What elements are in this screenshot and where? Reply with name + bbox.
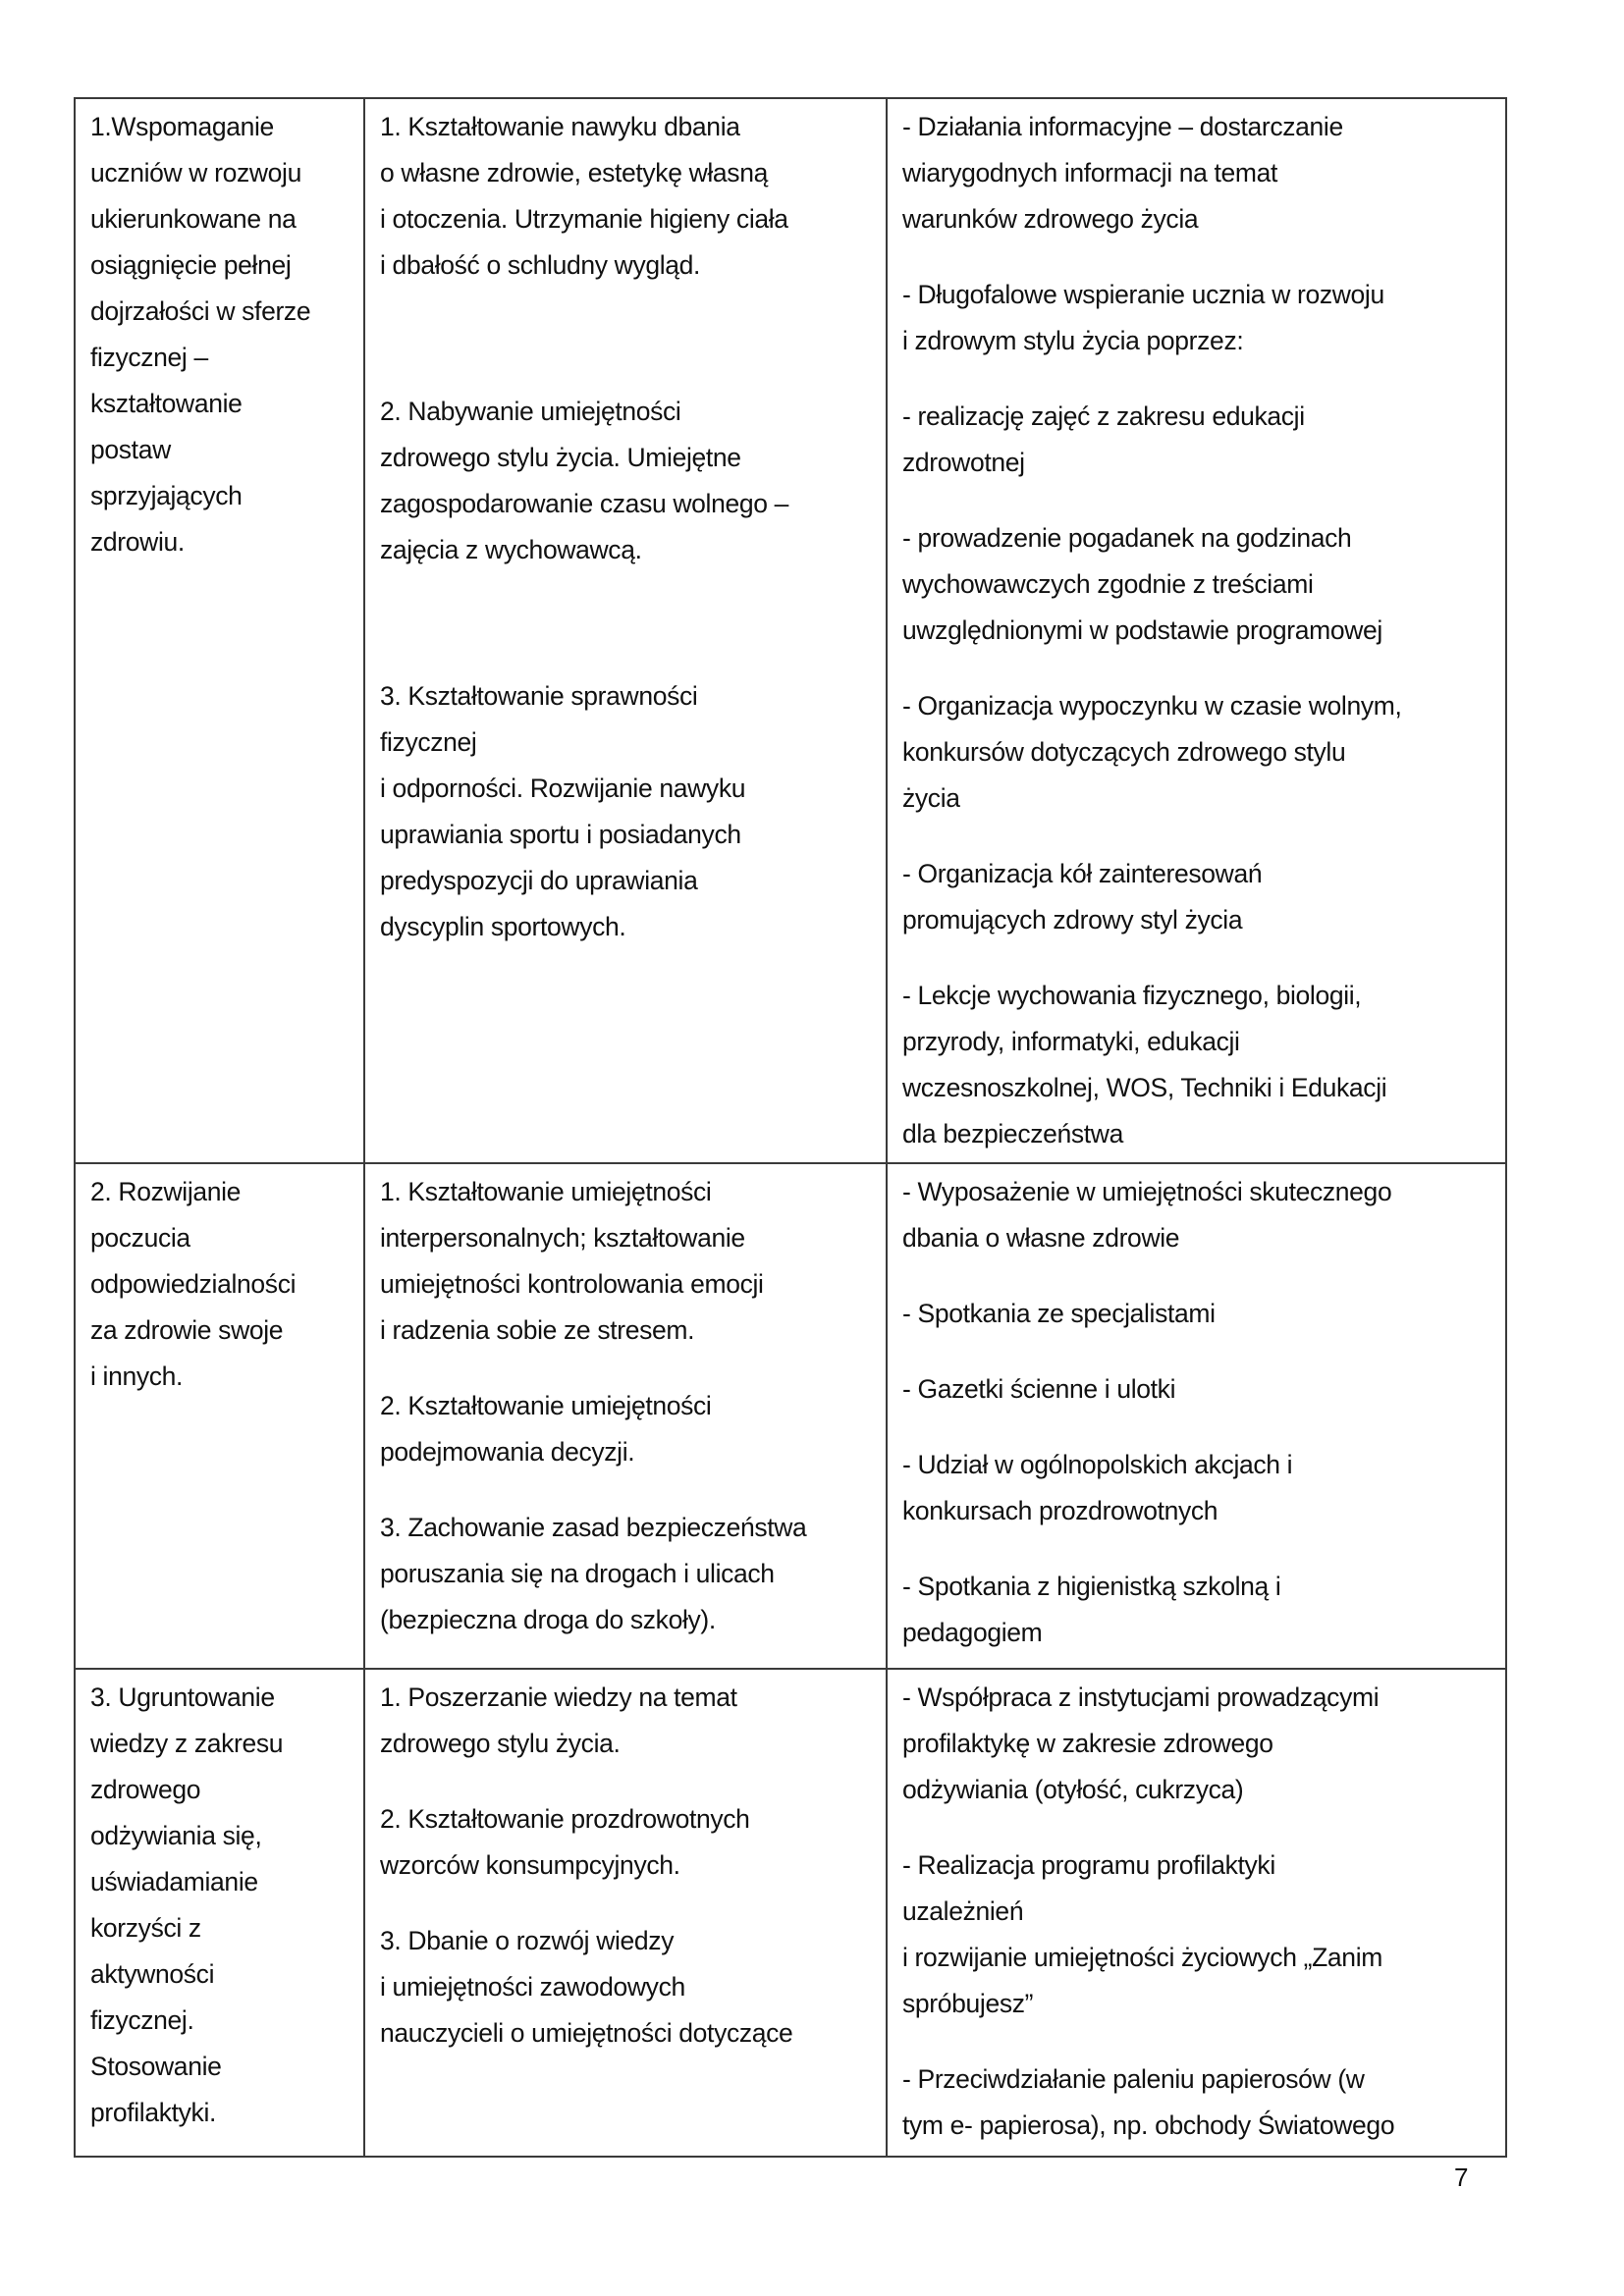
text-line: 2. Nabywanie umiejętności: [380, 397, 681, 426]
paragraph: [902, 683, 1495, 822]
paragraph: [380, 389, 876, 573]
table-row: [75, 1163, 1506, 1669]
text-line: - Realizacja programu profilaktyki: [902, 1850, 1275, 1880]
text-line: aktywności: [90, 1959, 215, 1989]
text-line: - Działania informacyjne – dostarczanie: [902, 112, 1343, 141]
text-line: wzorców konsumpcyjnych.: [380, 1850, 680, 1880]
goal-cell: [75, 1669, 364, 2157]
text-line: zdrowotnej: [902, 448, 1025, 477]
paragraph: [902, 1169, 1495, 1261]
text-line: 3. Zachowanie zasad bezpieczeństwa: [380, 1513, 807, 1542]
text-line: konkursach prozdrowotnych: [902, 1496, 1218, 1525]
text-line: 1. Poszerzanie wiedzy na temat: [380, 1682, 737, 1712]
tasks-cell: [364, 1163, 887, 1669]
education-plan-table: [74, 97, 1507, 2158]
text-line: umiejętności kontrolowania emocji: [380, 1269, 764, 1299]
text-line: pedagogiem: [902, 1618, 1043, 1647]
text-line: dbania o własne zdrowie: [902, 1223, 1180, 1253]
table-row: [75, 98, 1506, 1163]
text-line: zdrowego: [90, 1775, 201, 1804]
text-line: fizycznej –: [90, 343, 208, 372]
text-line: i innych.: [90, 1362, 184, 1391]
goal-cell: [75, 98, 364, 1163]
text-line: zdrowego stylu życia.: [380, 1729, 621, 1758]
text-line: i otoczenia. Utrzymanie higieny ciała: [380, 204, 788, 234]
text-line: (bezpieczna droga do szkoły).: [380, 1605, 716, 1634]
text-line: 3. Ugruntowanie: [90, 1682, 275, 1712]
text-line: 3. Kształtowanie sprawności: [380, 681, 698, 711]
text-line: poruszania się na drogach i ulicach: [380, 1559, 775, 1588]
paragraph: [902, 1291, 1495, 1337]
text-line: i radzenia sobie ze stresem.: [380, 1315, 695, 1345]
text-line: - Spotkania z higienistką szkolną i: [902, 1572, 1281, 1601]
text-line: i dbałość o schludny wygląd.: [380, 250, 701, 280]
text-line: profilaktykę w zakresie zdrowego: [902, 1729, 1273, 1758]
text-line: i rozwijanie umiejętności życiowych „Zanim: [902, 1943, 1382, 1972]
text-line: uświadamianie: [90, 1867, 258, 1896]
text-line: fizycznej: [380, 727, 477, 757]
table-row: [75, 1669, 1506, 2157]
text-line: i odporności. Rozwijanie nawyku: [380, 774, 746, 803]
text-line: zdrowego stylu życia. Umiejętne: [380, 443, 741, 472]
methods-cell: [887, 1163, 1506, 1669]
paragraph: [902, 1442, 1495, 1534]
text-line: zajęcia z wychowawcą.: [380, 535, 642, 564]
paragraph: [90, 1169, 353, 1400]
text-line: i umiejętności zawodowych: [380, 1972, 685, 2002]
text-line: - Organizacja kół zainteresowań: [902, 859, 1263, 888]
text-line: - Lekcje wychowania fizycznego, biologii,: [902, 981, 1362, 1010]
text-line: osiągnięcie pełnej: [90, 250, 292, 280]
paragraph: [902, 973, 1495, 1157]
tasks-cell: [364, 98, 887, 1163]
text-line: predyspozycji do uprawiania: [380, 866, 698, 895]
paragraph: [902, 1564, 1495, 1656]
paragraph: [902, 1842, 1495, 2027]
text-line: wiedzy z zakresu: [90, 1729, 284, 1758]
text-line: wychowawczych zgodnie z treściami: [902, 569, 1314, 599]
text-line: dla bezpieczeństwa: [902, 1119, 1123, 1148]
text-line: fizycznej.: [90, 2005, 194, 2035]
text-line: ukierunkowane na: [90, 204, 297, 234]
text-line: i zdrowym stylu życia poprzez:: [902, 326, 1244, 355]
text-line: - Organizacja wypoczynku w czasie wolnym,: [902, 691, 1402, 721]
text-line: dojrzałości w sferze: [90, 296, 311, 326]
text-line: - Długofalowe wspieranie ucznia w rozwoju: [902, 280, 1384, 309]
text-line: zagospodarowanie czasu wolnego –: [380, 489, 789, 518]
text-line: - Gazetki ścienne i ulotki: [902, 1374, 1176, 1404]
text-line: - prowadzenie pogadanek na godzinach: [902, 523, 1352, 553]
text-line: postaw: [90, 435, 171, 464]
text-line: - Spotkania ze specjalistami: [902, 1299, 1216, 1328]
paragraph: [902, 2056, 1495, 2149]
text-line: - Udział w ogólnopolskich akcjach i: [902, 1450, 1293, 1479]
goal-cell: [75, 1163, 364, 1669]
methods-cell: [887, 1669, 1506, 2157]
text-line: 1. Kształtowanie umiejętności: [380, 1177, 712, 1206]
paragraph: [380, 1505, 876, 1643]
text-line: spróbujesz”: [902, 1989, 1034, 2018]
paragraph: [380, 104, 876, 289]
text-line: dyscyplin sportowych.: [380, 912, 626, 941]
text-line: za zdrowie swoje: [90, 1315, 284, 1345]
text-line: 2. Kształtowanie umiejętności: [380, 1391, 712, 1420]
paragraph: [380, 1918, 876, 2056]
text-line: uwzględnionymi w podstawie programowej: [902, 615, 1382, 645]
text-line: zdrowiu.: [90, 527, 185, 557]
text-line: poczucia: [90, 1223, 190, 1253]
text-line: - Współpraca z instytucjami prowadzącymi: [902, 1682, 1380, 1712]
text-line: o własne zdrowie, estetykę własną: [380, 158, 768, 187]
text-line: warunków zdrowego życia: [902, 204, 1199, 234]
text-line: 2. Rozwijanie: [90, 1177, 242, 1206]
paragraph: [902, 1366, 1495, 1413]
paragraph: [90, 104, 353, 565]
page-number: 7: [1454, 2163, 1469, 2192]
text-line: Stosowanie: [90, 2052, 222, 2081]
paragraph: [380, 1169, 876, 1354]
text-line: podejmowania decyzji.: [380, 1437, 635, 1467]
text-line: odpowiedzialności: [90, 1269, 297, 1299]
text-line: 2. Kształtowanie prozdrowotnych: [380, 1804, 750, 1834]
methods-cell: [887, 98, 1506, 1163]
text-line: 1. Kształtowanie nawyku dbania: [380, 112, 740, 141]
paragraph: [380, 1796, 876, 1889]
text-line: promujących zdrowy styl życia: [902, 905, 1243, 934]
paragraph: [90, 1675, 353, 2136]
text-line: 3. Dbanie o rozwój wiedzy: [380, 1926, 675, 1955]
paragraph: [902, 1675, 1495, 1813]
text-line: profilaktyki.: [90, 2098, 216, 2127]
text-line: - Wyposażenie w umiejętności skutecznego: [902, 1177, 1392, 1206]
text-line: odżywiania (otyłość, cukrzyca): [902, 1775, 1244, 1804]
tasks-cell: [364, 1669, 887, 2157]
text-line: 1.Wspomaganie: [90, 112, 274, 141]
text-line: tym e- papierosa), np. obchody Światowego: [902, 2110, 1395, 2140]
text-line: uzależnień: [902, 1896, 1024, 1926]
text-line: konkursów dotyczących zdrowego stylu: [902, 737, 1346, 767]
text-line: uprawiania sportu i posiadanych: [380, 820, 741, 849]
paragraph: [380, 1675, 876, 1767]
text-line: - Przeciwdziałanie paleniu papierosów (w: [902, 2064, 1365, 2094]
text-line: uczniów w rozwoju: [90, 158, 301, 187]
paragraph: [902, 851, 1495, 943]
text-line: wiarygodnych informacji na temat: [902, 158, 1278, 187]
text-line: życia: [902, 783, 960, 813]
text-line: odżywiania się,: [90, 1821, 262, 1850]
paragraph: [902, 104, 1495, 242]
text-line: nauczycieli o umiejętności dotyczące: [380, 2018, 793, 2048]
text-line: interpersonalnych; kształtowanie: [380, 1223, 745, 1253]
paragraph: [902, 272, 1495, 364]
text-line: przyrody, informatyki, edukacji: [902, 1027, 1240, 1056]
text-line: kształtowanie: [90, 389, 243, 418]
paragraph: [380, 673, 876, 950]
text-line: korzyści z: [90, 1913, 201, 1943]
text-line: - realizację zajęć z zakresu edukacji: [902, 401, 1305, 431]
text-line: sprzyjających: [90, 481, 243, 510]
paragraph: [902, 394, 1495, 486]
paragraph: [902, 515, 1495, 654]
paragraph: [380, 1383, 876, 1475]
text-line: wczesnoszkolnej, WOS, Techniki i Edukacji: [902, 1073, 1387, 1102]
